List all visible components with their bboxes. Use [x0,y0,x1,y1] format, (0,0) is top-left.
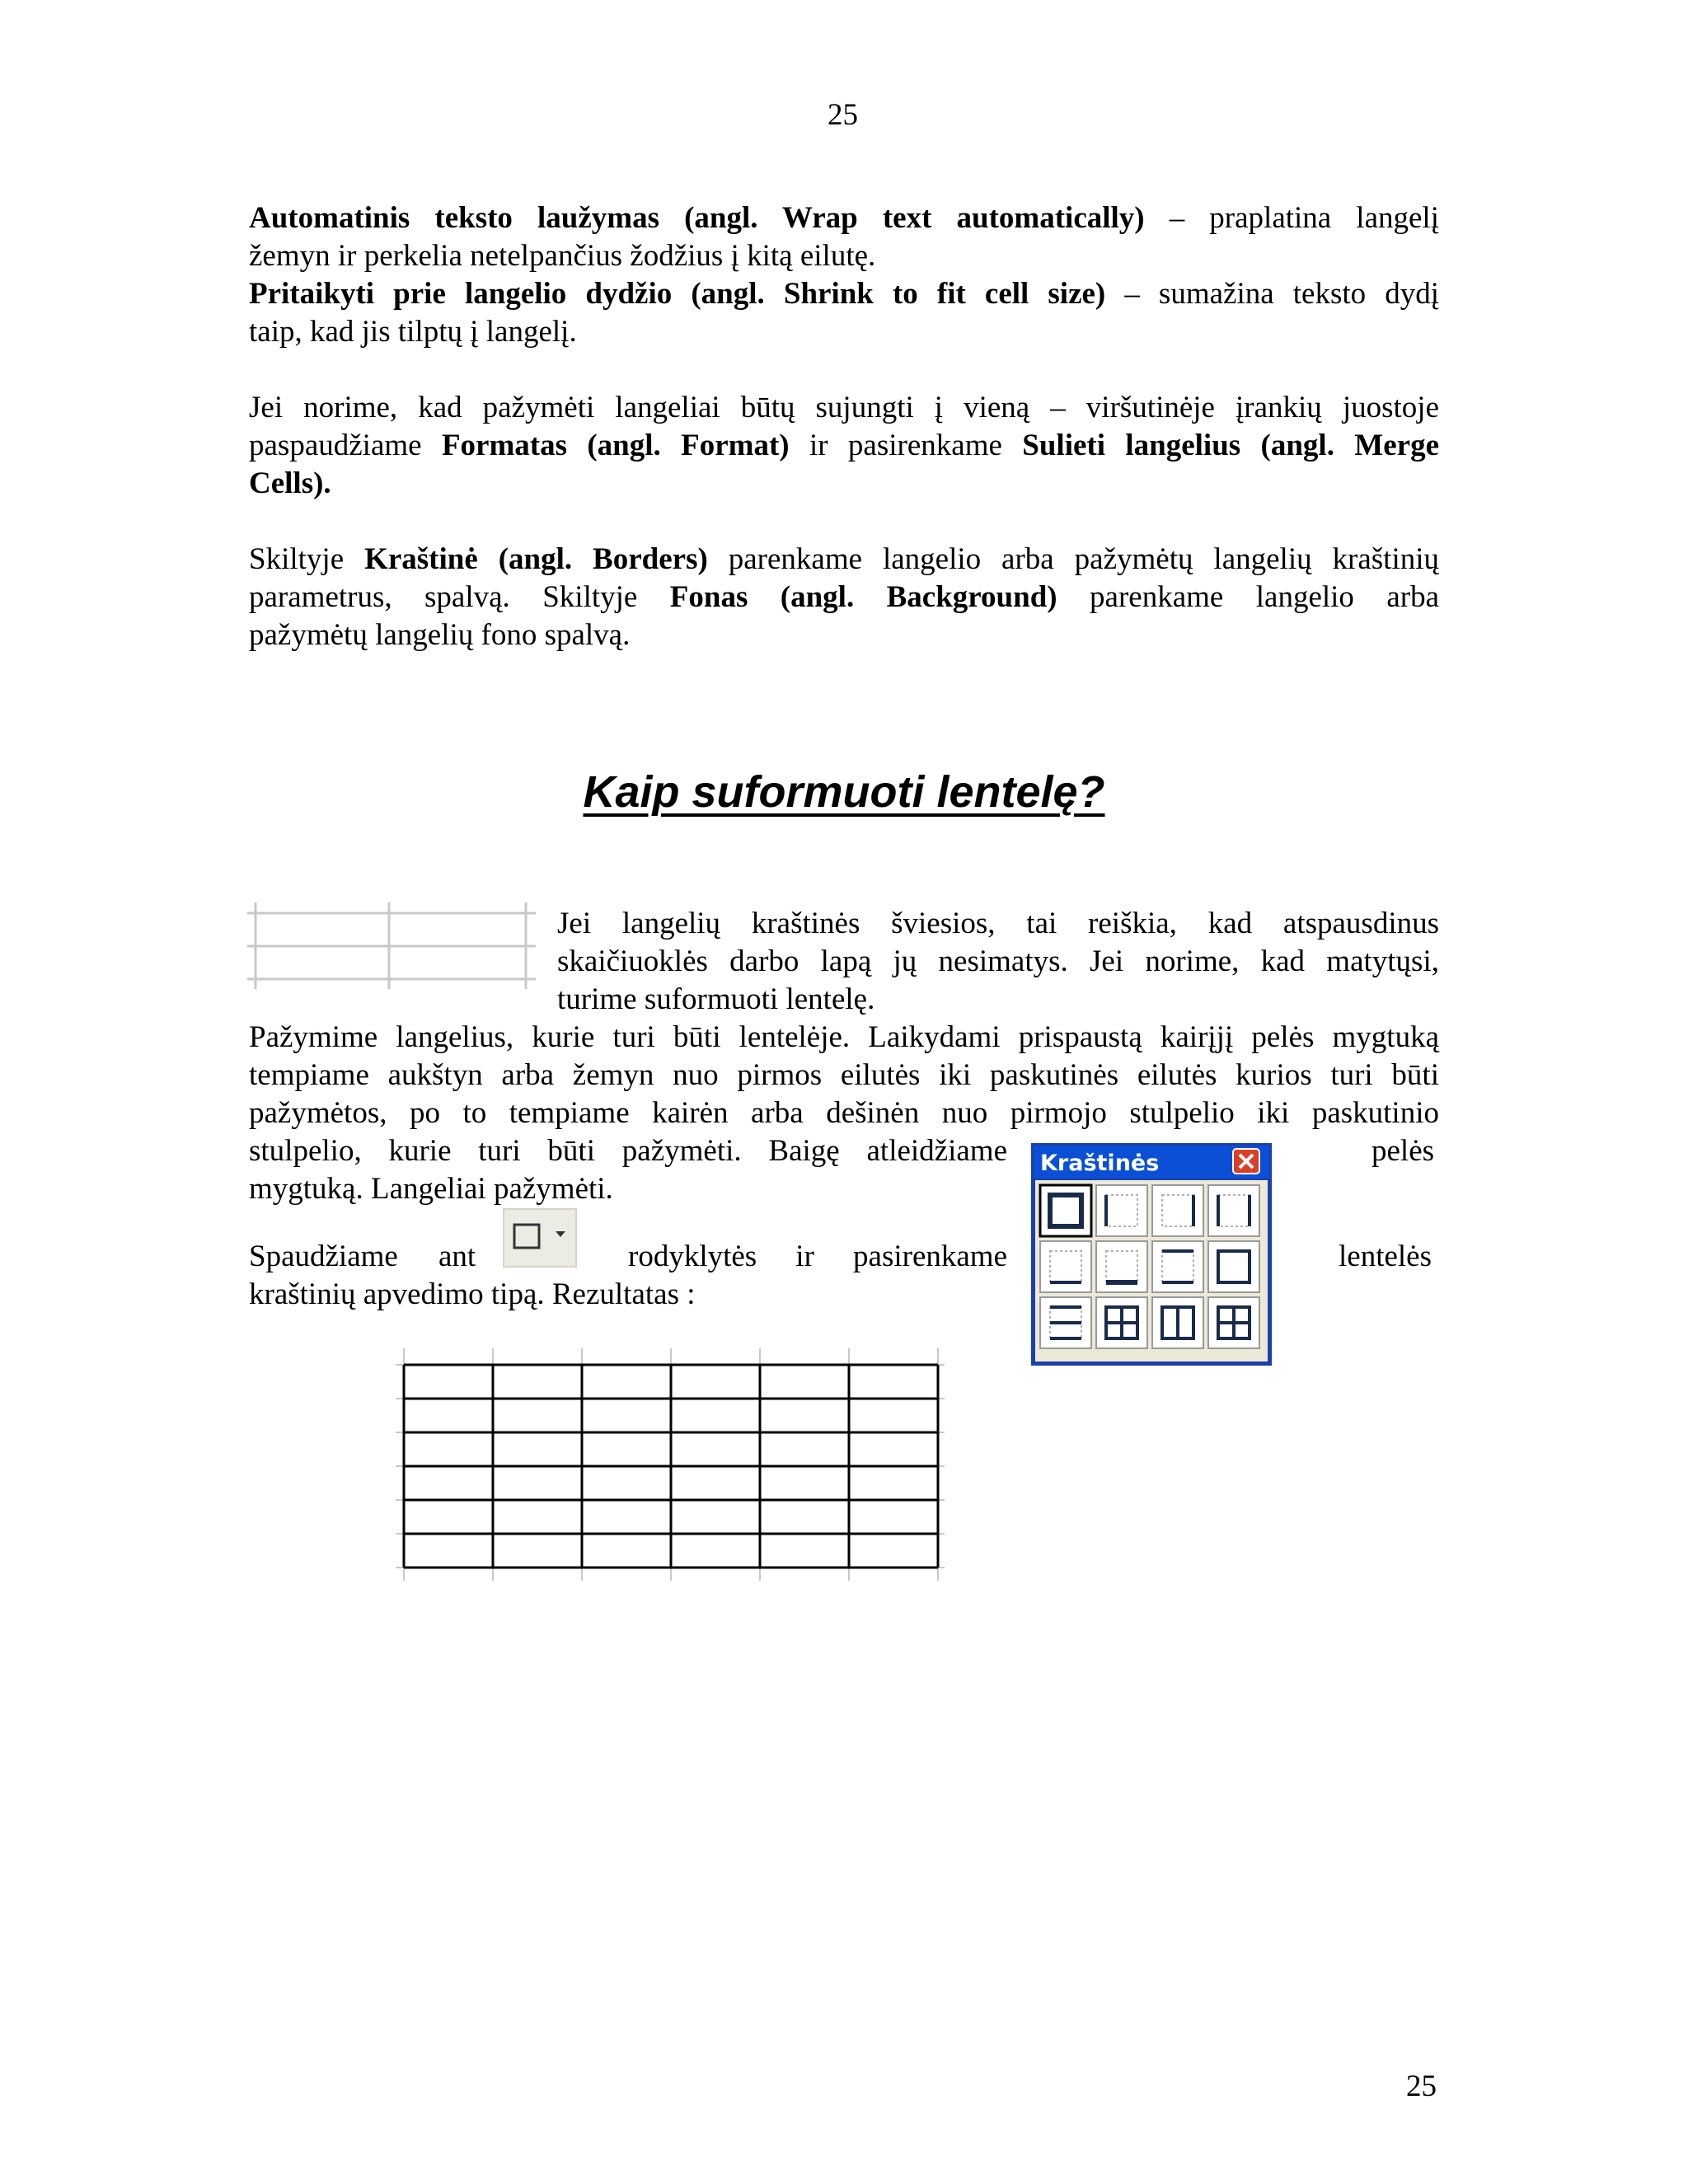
result-table-image [396,1348,948,1579]
line: Skiltyje Kraštinė (angl. Borders) parenkame langelio arba pažymėtų langelių kraštinių [249,542,1440,576]
paragraph-merge-cells [249,389,1439,503]
line: pažymėtų langelių fono spalvą. [249,618,631,652]
term-borders: Kraštinė (angl. Borders) [364,542,708,576]
line-result: kraštinių apvedimo tipą. Rezultatas : [249,1277,696,1311]
word-lenteles: lentelės [1339,1240,1432,1273]
line: paspaudžiame Formatas (angl. Format) ir pasirenkame Sulieti langelius (angl. Merge [249,429,1439,462]
term-format: Formatas (angl. Format) [441,429,790,462]
right-border-icon[interactable] [1152,1185,1203,1236]
left-border-icon[interactable] [1096,1185,1147,1236]
line: parametrus, spalvą. Skiltyje Fonas (angl. Background) parenkame langelio arba [249,580,1440,614]
line: pažymėtos, po to tempiame kairėn arba dešinėn nuo pirmojo stulpelio iki paskutinio [249,1096,1439,1130]
term-background: Fonas (angl. Background) [669,580,1057,614]
horizontal-lines-border-icon[interactable] [1040,1297,1091,1348]
line: Pažymime langelius, kurie turi būti lentelėje. Laikydami prispaustą kairįjį pelės mygtuką [249,1020,1439,1054]
line: Automatinis teksto laužymas (angl. Wrap text automatically) – praplatina langelį [249,201,1439,235]
outside-inner-vertical-border-icon[interactable] [1152,1297,1203,1348]
line: Jei norime, kad pažymėti langeliai būtų sujungti į vieną – viršutinėje įrankių juostoje [249,391,1439,424]
line-release: stulpelio, kurie turi būti pažymėti. Baigę atleidžiame [249,1134,1007,1168]
light-gridlines-image [247,898,536,989]
line-cells-selected: mygtuką. Langeliai pažymėti. [249,1172,613,1206]
word-peles: pelės [1372,1134,1435,1168]
term-wrap-text: Automatinis teksto laužymas (angl. Wrap text automatically) [249,201,1145,235]
section-heading: Kaip suformuoti lentelę? [583,767,1105,817]
paragraph-light-borders [557,905,1439,1019]
borders-toolbar-button[interactable] [503,1208,577,1268]
line: žemyn ir perkelia netelpančius žodžius į kitą eilutę. [249,239,876,273]
outside-border-icon[interactable] [1208,1241,1259,1292]
words-arrow-choose: rodyklytės ir pasirenkame [628,1240,1007,1273]
all-borders-grid-icon[interactable] [1208,1297,1259,1348]
term-merge-cells: Sulieti langelius (angl. Merge [1022,429,1439,462]
word-spaudziame: Spaudžiame [249,1240,398,1273]
top-bottom-border-icon[interactable] [1152,1241,1203,1292]
page-number-top: 25 [828,98,858,132]
paragraph-borders-background [249,541,1439,654]
line: tempiame aukštyn arba žemyn nuo pirmos eilutės iki paskutinės eilutės kurios turi būti [249,1058,1439,1092]
palette-title: Kraštinės [1040,1151,1160,1176]
bottom-double-border-icon[interactable] [1096,1241,1147,1292]
left-right-border-icon[interactable] [1208,1185,1259,1236]
page-number-bottom: 25 [1406,2069,1437,2103]
line: Jei langelių kraštinės šviesios, tai reiškia, kad atspausdinus [557,907,1439,940]
word-ant: ant [438,1240,476,1273]
line: taip, kad jis tilptų į langelį. [249,315,577,349]
line: Pritaikyti prie langelio dydžio (angl. Shrink to fit cell size) – sumažina teksto dydį [249,277,1440,311]
line: skaičiuoklės darbo lapą jų nesimatys. Jei norime, kad matytųsi, [557,944,1439,978]
all-borders-icon[interactable] [1096,1297,1147,1348]
borders-palette [1030,1142,1273,1366]
line: turime suformuoti lentelę. [557,982,875,1016]
paragraph-select-cells [249,1019,1439,1132]
thick-box-border-icon[interactable] [1040,1185,1091,1236]
close-button[interactable] [1233,1149,1259,1174]
line: Cells). [249,466,331,500]
bottom-border-icon[interactable] [1040,1241,1091,1292]
paragraph-wrap-shrink [249,199,1439,351]
term-shrink-to-fit: Pritaikyti prie langelio dydžio (angl. Shrink to fit cell size) [249,277,1106,311]
